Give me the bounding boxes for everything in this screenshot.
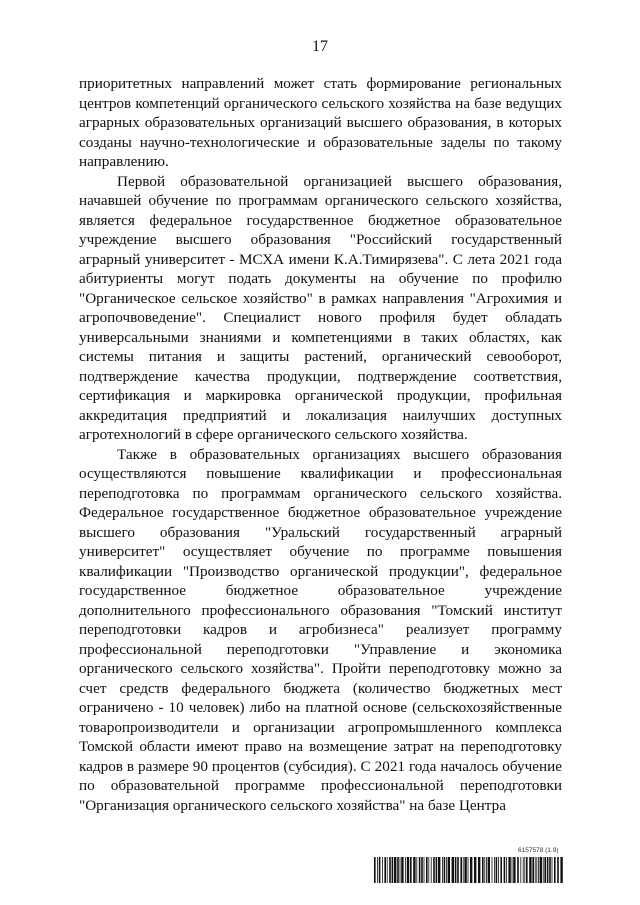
body-text	[79, 74, 562, 815]
paragraph-1: приоритетных направлений может стать формирование региональных центров компетенций органического сельского хозяйства на базе ведущих аграрных образовательных организаций высшего образования, в которых созданы научно-технологические и образовательные заделы по такому направлению.	[79, 75, 562, 170]
paragraph-2: Первой образовательной организацией высшего образования, начавшей обучение по программам органического сельского хозяйства, является федеральное государственное бюджетное образовательное учреждение высшего образования "Российский государственный аграрный университет - МСХА имени К.А.Тимирязева". С лета 2021 года абитуриенты могут подать документы на обучение по профилю "Органическое сельское хозяйство" в рамках направления "Агрохимия и агропочвоведение". Специалист нового профиля будет обладать универсальными знаниями и компетенциями в таких областях, как системы питания и защиты растений, органический севооборот, подтверждение качества продукции, подтверждение соответствия, сертификация и маркировка органической продукции, профильная аккредитация предприятий и локализация наилучших доступных агротехнологий в сфере органического сельского хозяйства.	[79, 172, 562, 443]
paragraph-3: Также в образовательных организациях высшего образования осуществляются повышение квалификации и профессиональная переподготовка по программам органического сельского хозяйства. Федеральное государственное бюджетное образовательное учреждение высшего образования "Уральский государственный аграрный университет" осуществляет обучение по программе повышения квалификации "Производство органической продукции", федеральное государственное бюджетное образовательное учреждение дополнительного профессионального образования "Томский институт переподготовки кадров и агробизнеса" реализует программу профессиональной переподготовки "Управление и экономика органического сельского хозяйства". Пройти переподготовку можно за счет средств федерального бюджета (количество бюджетных мест ограничено - 10 человек) либо на платной основе (сельскохозяйственные товаропроизводители и организации агропромышленного комплекса Томской области имеют право на возмещение затрат на переподготовку кадров в размере 90 процентов (субсидия). С 2021 года началось обучение по образовательной программе профессиональной переподготовки "Организация органического сельского хозяйства" на базе Центра	[79, 445, 562, 814]
barcode-icon	[374, 857, 564, 883]
page-number: 17	[312, 38, 328, 55]
document-code: 6157578 (1.9)	[518, 847, 559, 854]
